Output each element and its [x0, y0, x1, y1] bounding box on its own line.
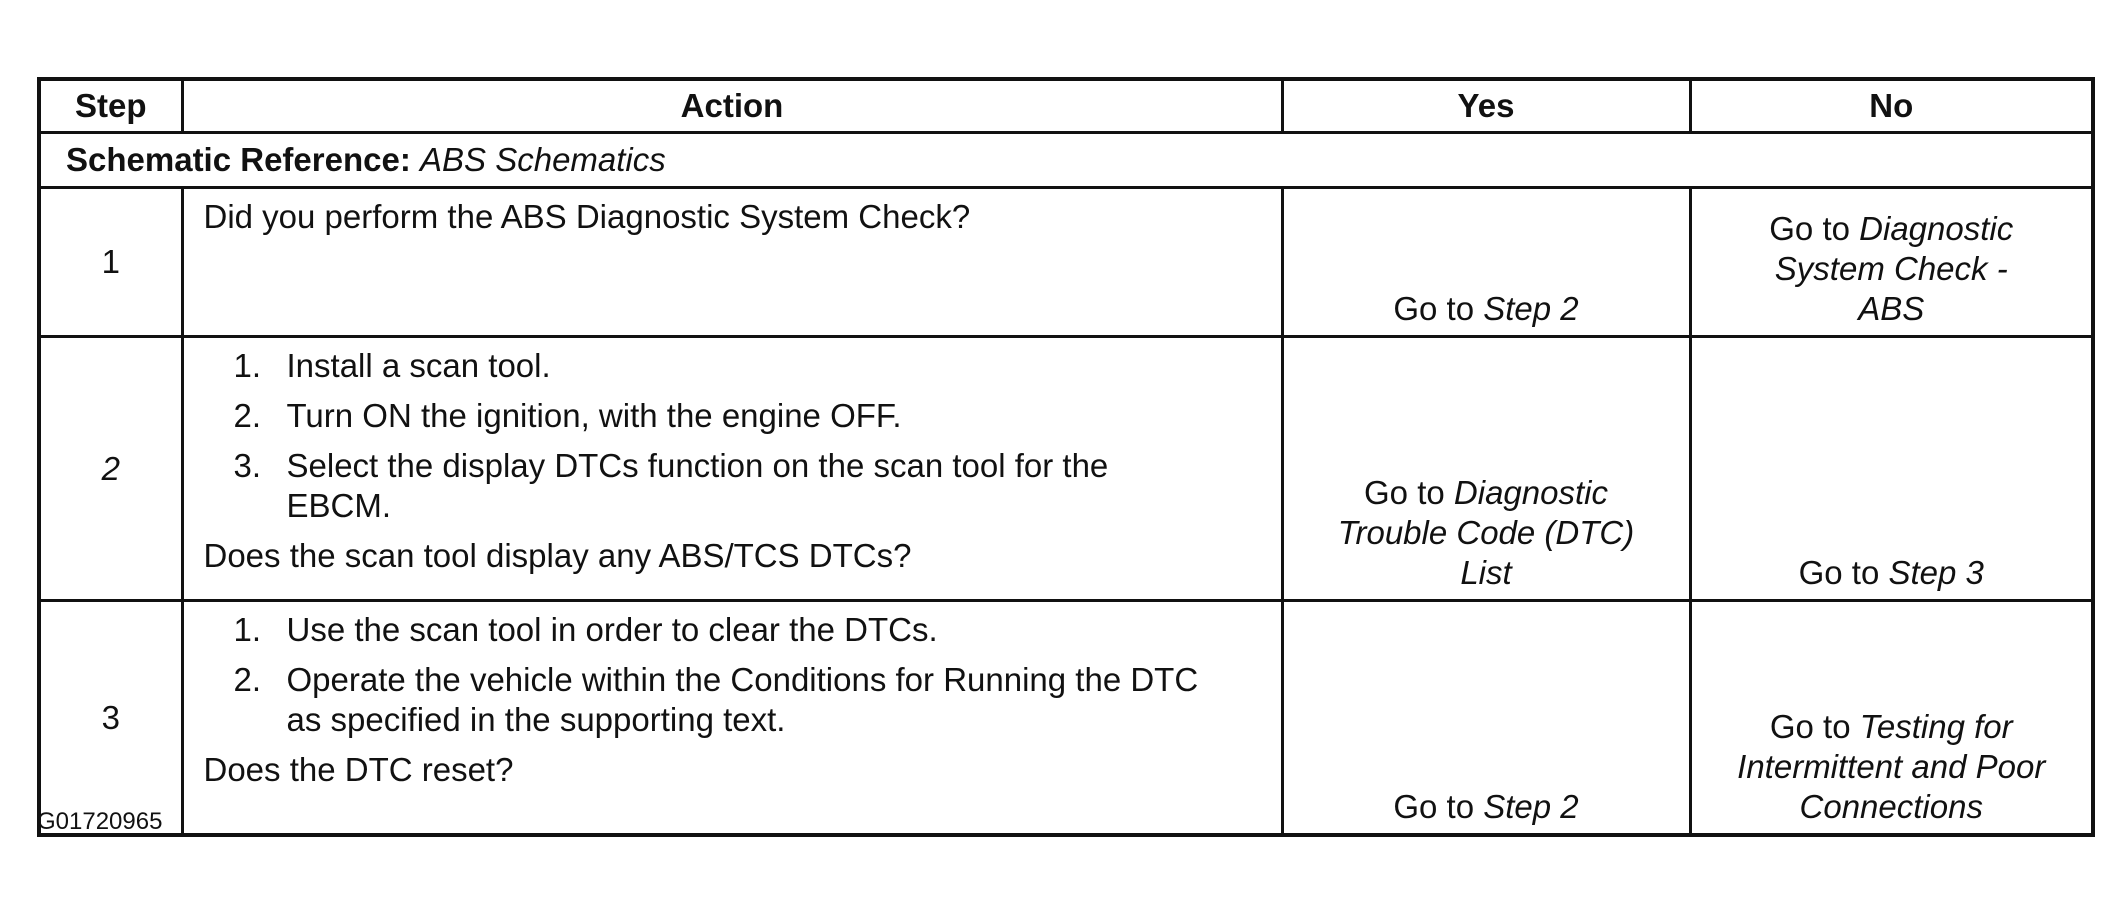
header-action: Action [182, 79, 1282, 133]
list-item-text: Install a scan tool. [286, 347, 551, 384]
schematic-reference-link[interactable]: ABS Schematics [420, 141, 666, 178]
list-item [204, 610, 1261, 650]
yes-prefix: Go to [1393, 788, 1475, 825]
list-item-text: Select the display DTCs function on the scan tool for the EBCM. [286, 447, 1109, 524]
list-item-number: 1. [233, 347, 262, 384]
no-cell [1690, 188, 2093, 337]
diagnostic-table [37, 77, 2095, 837]
action-cell [182, 601, 1282, 836]
schematic-reference [39, 133, 2093, 188]
list-item-text: Use the scan tool in order to clear the DTCs. [286, 611, 938, 648]
yes-cell [1282, 188, 1690, 337]
list-item [204, 446, 1261, 526]
list-item [204, 346, 1261, 386]
action-question: Does the DTC reset? [203, 751, 514, 788]
step-number: 2 [39, 337, 182, 601]
step-number: 1 [39, 188, 182, 337]
list-item-text: Turn ON the ignition, with the engine OFF. [286, 397, 902, 434]
yes-cell [1282, 601, 1690, 836]
no-link[interactable]: Testing for Intermittent and Poor Connections [1737, 708, 2046, 825]
table-row [39, 601, 2093, 836]
no-cell [1690, 601, 2093, 836]
table-row [39, 337, 2093, 601]
table-row [39, 188, 2093, 337]
list-item-number: 1. [233, 611, 262, 648]
header-no: No [1690, 79, 2093, 133]
step-number: 3 [39, 601, 182, 836]
list-item-number: 2. [233, 661, 262, 698]
yes-link[interactable]: Diagnostic Trouble Code (DTC) List [1337, 474, 1635, 591]
header-yes: Yes [1282, 79, 1690, 133]
header-row [39, 79, 2093, 133]
list-item [204, 660, 1261, 740]
no-link[interactable]: Step 3 [1888, 554, 1984, 591]
action-list [204, 610, 1261, 740]
yes-prefix: Go to [1393, 290, 1475, 327]
list-item [204, 396, 1261, 436]
yes-prefix: Go to [1364, 474, 1445, 511]
no-link[interactable]: Diagnostic System Check - ABS [1774, 210, 2014, 327]
reference-row [39, 133, 2093, 188]
figure-id: G01720965 [37, 808, 163, 835]
list-item-number: 3. [233, 447, 262, 484]
no-prefix: Go to [1769, 708, 1851, 745]
action-cell [182, 337, 1282, 601]
no-prefix: Go to [1798, 554, 1880, 591]
action-question: Did you perform the ABS Diagnostic System Check? [203, 198, 971, 235]
yes-link[interactable]: Step 2 [1483, 290, 1579, 327]
no-cell [1690, 337, 2093, 601]
list-item-number: 2. [233, 397, 262, 434]
action-cell [182, 188, 1282, 337]
yes-link[interactable]: Step 2 [1483, 788, 1579, 825]
yes-cell [1282, 337, 1690, 601]
schematic-reference-label: Schematic Reference: [66, 141, 411, 178]
action-list [204, 346, 1261, 526]
action-question: Does the scan tool display any ABS/TCS DTCs? [203, 537, 912, 574]
no-prefix: Go to [1769, 210, 1850, 247]
list-item-text: Operate the vehicle within the Conditions for Running the DTC as specified in the supporting text. [286, 661, 1199, 738]
header-step: Step [39, 79, 182, 133]
